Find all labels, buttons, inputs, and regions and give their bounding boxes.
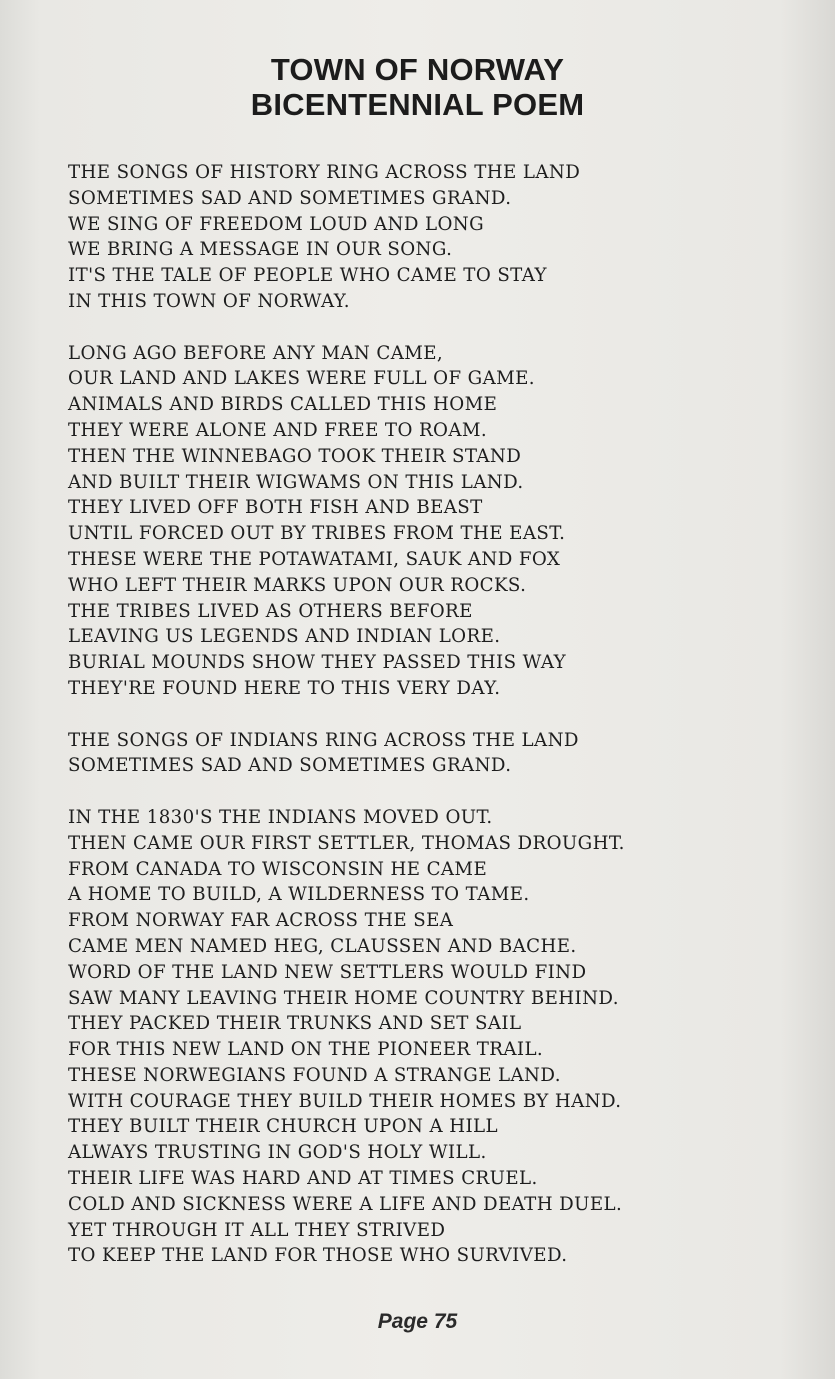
poem-line: THESE WERE THE POTAWATAMI, SAUK AND FOX <box>68 548 561 570</box>
poem-line: FROM CANADA TO WISCONSIN HE CAME <box>68 858 488 880</box>
poem-line: FROM NORWAY FAR ACROSS THE SEA <box>68 910 454 932</box>
poem-line: CAME MEN NAMED HEG, CLAUSSEN AND BACHE. <box>68 935 577 957</box>
poem-line: WE SING OF FREEDOM LOUD AND LONG <box>68 213 485 235</box>
stanza <box>68 160 788 315</box>
poem-line: ALWAYS TRUSTING IN GOD'S HOLY WILL. <box>68 1142 487 1164</box>
poem-line: THEIR LIFE WAS HARD AND AT TIMES CRUEL. <box>68 1168 538 1190</box>
stanza <box>68 341 788 702</box>
poem-line: THEN THE WINNEBAGO TOOK THEIR STAND <box>68 445 522 467</box>
poem-line: THESE NORWEGIANS FOUND A STRANGE LAND. <box>68 1064 561 1086</box>
poem-line: THEY WERE ALONE AND FREE TO ROAM. <box>68 419 488 441</box>
poem-line: LONG AGO BEFORE ANY MAN CAME, <box>68 342 444 364</box>
poem-line: IN THIS TOWN OF NORWAY. <box>68 290 350 312</box>
poem-line: UNTIL FORCED OUT BY TRIBES FROM THE EAST. <box>68 523 566 545</box>
poem-line: WITH COURAGE THEY BUILD THEIR HOMES BY HAND. <box>68 1090 622 1112</box>
title-line-1: TOWN OF NORWAY <box>270 52 565 87</box>
stanza <box>68 728 788 780</box>
poem-line: SOMETIMES SAD AND SOMETIMES GRAND. <box>68 755 512 777</box>
poem-body <box>68 160 788 1269</box>
poem-line: THEN CAME OUR FIRST SETTLER, THOMAS DROUGHT. <box>68 832 625 854</box>
poem-line: AND BUILT THEIR WIGWAMS ON THIS LAND. <box>68 471 524 493</box>
poem-line: FOR THIS NEW LAND ON THE PIONEER TRAIL. <box>68 1039 544 1061</box>
title-line-2: BICENTENNIAL POEM <box>250 87 585 122</box>
poem-line: THE SONGS OF INDIANS RING ACROSS THE LAND <box>68 729 579 751</box>
poem-line: OUR LAND AND LAKES WERE FULL OF GAME. <box>68 368 535 390</box>
stanza <box>68 805 788 1269</box>
poem-line: THEY PACKED THEIR TRUNKS AND SET SAIL <box>68 1013 522 1035</box>
poem-line: WE BRING A MESSAGE IN OUR SONG. <box>68 239 453 261</box>
poem-line: A HOME TO BUILD, A WILDERNESS TO TAME. <box>68 884 530 906</box>
poem-line: THEY BUILT THEIR CHURCH UPON A HILL <box>68 1116 499 1138</box>
poem-title <box>0 52 835 122</box>
poem-line: THE SONGS OF HISTORY RING ACROSS THE LAND <box>68 162 581 183</box>
poem-line: THEY LIVED OFF BOTH FISH AND BEAST <box>68 497 483 519</box>
poem-line: SOMETIMES SAD AND SOMETIMES GRAND. <box>68 187 512 209</box>
poem-line: IT'S THE TALE OF PEOPLE WHO CAME TO STAY <box>68 265 547 287</box>
poem-line: WHO LEFT THEIR MARKS UPON OUR ROCKS. <box>68 574 527 596</box>
poem-line: THE TRIBES LIVED AS OTHERS BEFORE <box>68 600 473 622</box>
page-number: Page 75 <box>377 1310 458 1333</box>
poem-line: THEY'RE FOUND HERE TO THIS VERY DAY. <box>68 677 501 699</box>
poem-line: ANIMALS AND BIRDS CALLED THIS HOME <box>68 394 498 416</box>
poem-line: LEAVING US LEGENDS AND INDIAN LORE. <box>68 626 501 648</box>
poem-line: TO KEEP THE LAND FOR THOSE WHO SURVIVED. <box>68 1245 568 1267</box>
poem-line: WORD OF THE LAND NEW SETTLERS WOULD FIND <box>68 961 587 983</box>
poem-line: COLD AND SICKNESS WERE A LIFE AND DEATH DUEL. <box>68 1193 623 1215</box>
poem-line: YET THROUGH IT ALL THEY STRIVED <box>68 1219 446 1241</box>
poem-line: SAW MANY LEAVING THEIR HOME COUNTRY BEHIND. <box>68 987 619 1009</box>
poem-line: IN THE 1830'S THE INDIANS MOVED OUT. <box>68 806 493 828</box>
poem-line: BURIAL MOUNDS SHOW THEY PASSED THIS WAY <box>68 652 567 674</box>
